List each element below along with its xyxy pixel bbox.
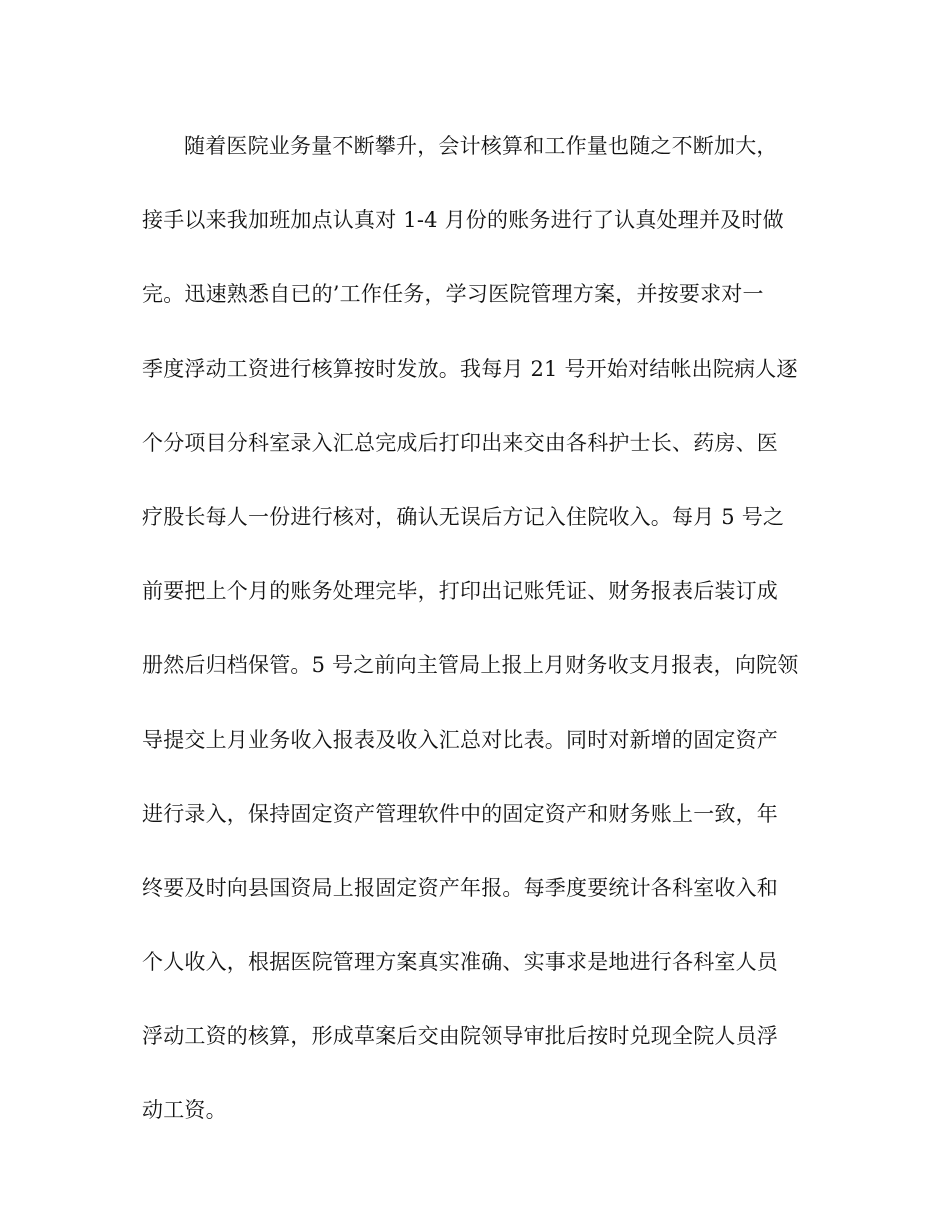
paragraph-line-6: 疗股长每人一份进行核对，确认无误后方记入住院收入。每月 5 号之 [142, 504, 785, 529]
paragraph-line-13: 浮动工资的核算，形成草案后交由院领导审批后按时兑现全院人员浮 [142, 1024, 778, 1049]
paragraph-line-1: 随着医院业务量不断攀升，会计核算和工作量也随之不断加大， [184, 134, 778, 158]
paragraph-line-4: 季度浮动工资进行核算按时发放。我每月 21 号开始对结帐出院病人逐 [142, 356, 798, 381]
paragraph-line-10: 进行录入，保持固定资产管理软件中的固定资产和财务账上一致，年 [142, 801, 778, 826]
paragraph-line-5: 个分项目分科室录入汇总完成后打印出来交由各科护士长、药房、医 [142, 430, 778, 455]
paragraph-line-3: 完。迅速熟悉自已的’工作任务，学习医院管理方案，并按要求对一 [142, 282, 764, 307]
paragraph-line-9: 导提交上月业务收入报表及收入汇总对比表。同时对新增的固定资产 [142, 727, 778, 752]
paragraph-line-12: 个人收入，根据医院管理方案真实准确、实事求是地进行各科室人员 [142, 950, 778, 975]
paragraph-line-8: 册然后归档保管。5 号之前向主管局上报上月财务收支月报表，向院领 [142, 653, 799, 678]
paragraph-line-14: 动工资。 [142, 1098, 227, 1123]
paragraph-line-2: 接手以来我加班加点认真对 1-4 月份的账务进行了认真处理并及时做 [142, 208, 784, 233]
paragraph-line-11: 终要及时向县国资局上报固定资产年报。每季度要统计各科室收入和 [142, 875, 778, 900]
body-paragraph [142, 128, 822, 1167]
paragraph-line-7: 前要把上个月的账务处理完毕，打印出记账凭证、财务报表后装订成 [142, 579, 778, 604]
